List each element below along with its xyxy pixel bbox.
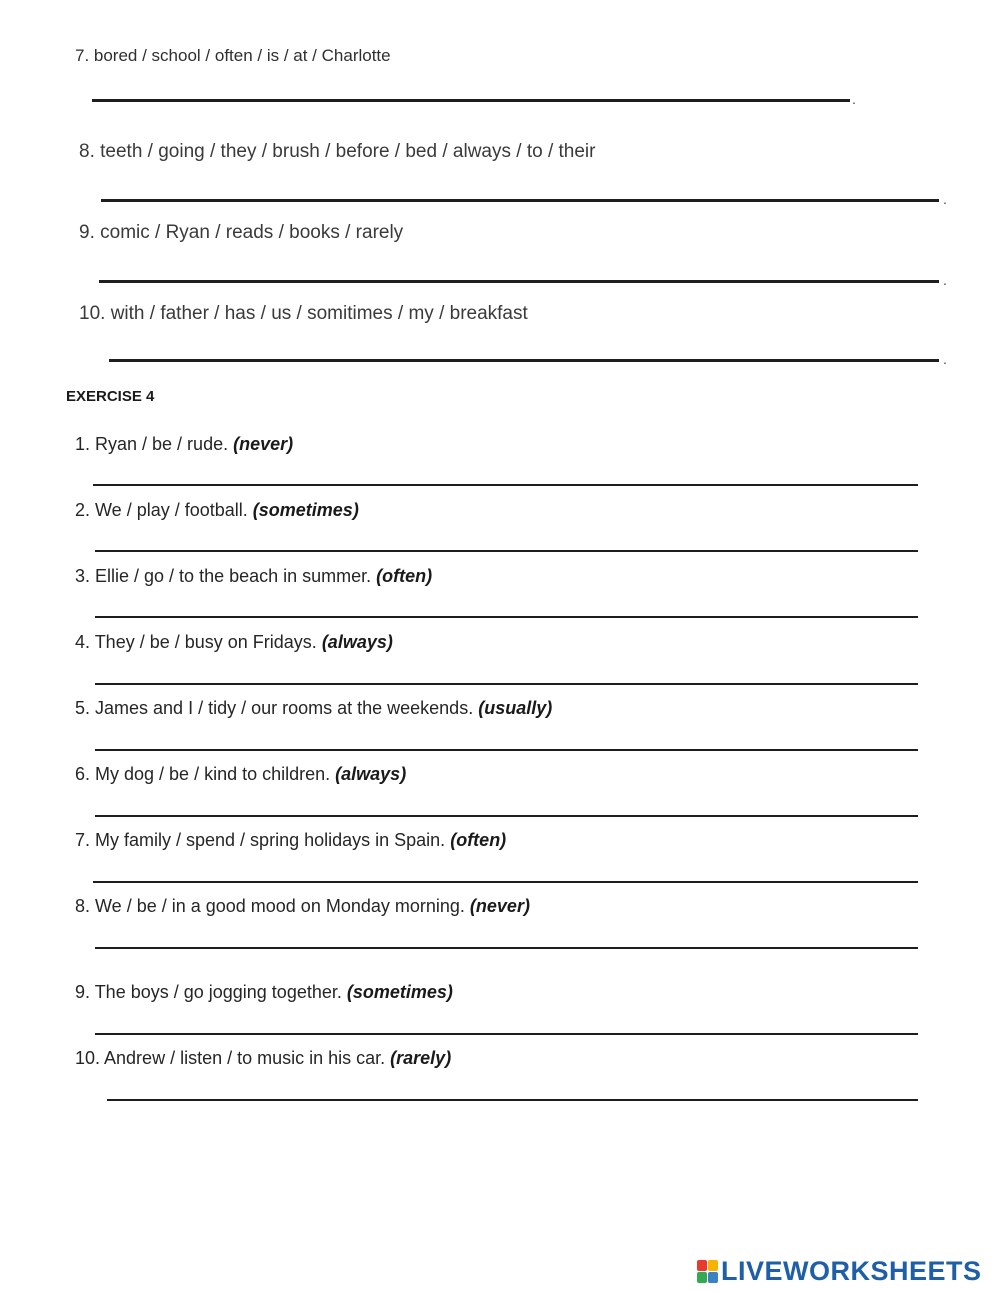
liveworksheets-logo [697,1255,982,1287]
ex4-item-3-hint: (often) [376,566,433,586]
ex4-item-9-text: 9. The boys / go jogging together. [75,982,342,1002]
ex4-item-3-prompt [75,566,432,587]
exercise-4-heading: EXERCISE 4 [66,388,155,405]
ex3-item-10-prompt: 10. with / father / has / us / somitimes / my / breakfast [79,303,528,324]
ex4-item-5-prompt [75,698,552,719]
ex4-item-5-hint: (usually) [478,698,553,718]
logo-tile-blue [708,1272,718,1283]
ex4-item-3-answer-line[interactable] [95,616,918,618]
ex4-item-10-answer-line[interactable] [107,1099,918,1101]
ex4-item-9-prompt [75,982,453,1003]
ex4-item-7-text: 7. My family / spend / spring holidays in Spain. [75,830,446,850]
liveworksheets-logo-text: LIVEWORKSHEETS [721,1255,982,1286]
ex4-item-10-prompt [75,1048,451,1069]
liveworksheets-mark-icon [697,1260,718,1283]
ex4-item-7-hint: (often) [450,830,507,850]
ex3-item-7-answer-line[interactable] [92,99,850,102]
ex4-item-2-answer-line[interactable] [95,550,918,552]
ex4-item-7-answer-line[interactable] [93,881,918,883]
ex3-item-9-period: . [943,272,947,288]
ex3-item-9-answer-line[interactable] [99,280,939,283]
ex4-item-8-text: 8. We / be / in a good mood on Monday morning. [75,896,465,916]
ex4-item-8-answer-line[interactable] [95,947,918,949]
ex4-item-9-hint: (sometimes) [346,982,453,1002]
ex4-item-10-text: 10. Andrew / listen / to music in his car. [75,1048,386,1068]
ex4-item-1-prompt [75,434,293,455]
ex3-item-10-answer-line[interactable] [109,359,939,362]
ex4-item-4-text: 4. They / be / busy on Fridays. [75,632,317,652]
ex4-item-1-hint: (never) [233,434,294,454]
ex4-item-4-hint: (always) [321,632,393,652]
logo-tile-yellow [708,1260,718,1271]
ex4-item-1-text: 1. Ryan / be / rude. [75,434,229,454]
ex4-item-9-answer-line[interactable] [95,1033,918,1035]
ex4-item-10-hint: (rarely) [390,1048,452,1068]
logo-tile-red [697,1260,707,1271]
ex4-item-6-prompt [75,764,406,785]
ex4-item-5-answer-line[interactable] [95,749,918,751]
ex3-item-10-period: . [943,351,947,367]
ex4-item-2-text: 2. We / play / football. [75,500,248,520]
ex3-item-8-prompt: 8. teeth / going / they / brush / before / bed / always / to / their [79,141,596,162]
ex4-item-8-hint: (never) [469,896,530,916]
ex4-item-3-text: 3. Ellie / go / to the beach in summer. [75,566,372,586]
ex3-item-9-prompt: 9. comic / Ryan / reads / books / rarely [79,222,404,243]
ex4-item-2-prompt [75,500,359,521]
ex3-item-7-prompt: 7. bored / school / often / is / at / Charlotte [75,46,391,65]
ex4-item-4-prompt [75,632,393,653]
ex4-item-7-prompt [75,830,506,851]
ex4-item-6-answer-line[interactable] [95,815,918,817]
ex4-item-4-answer-line[interactable] [95,683,918,685]
ex3-item-8-answer-line[interactable] [101,199,939,202]
ex4-item-1-answer-line[interactable] [93,484,918,486]
ex4-item-2-hint: (sometimes) [252,500,359,520]
ex4-item-6-hint: (always) [335,764,407,784]
ex3-item-7-period: . [852,91,856,107]
logo-tile-green [697,1272,707,1283]
ex4-item-6-text: 6. My dog / be / kind to children. [75,764,331,784]
ex4-item-5-text: 5. James and I / tidy / our rooms at the weekends. [75,698,474,718]
ex4-item-8-prompt [75,896,530,917]
ex3-item-8-period: . [943,191,947,207]
